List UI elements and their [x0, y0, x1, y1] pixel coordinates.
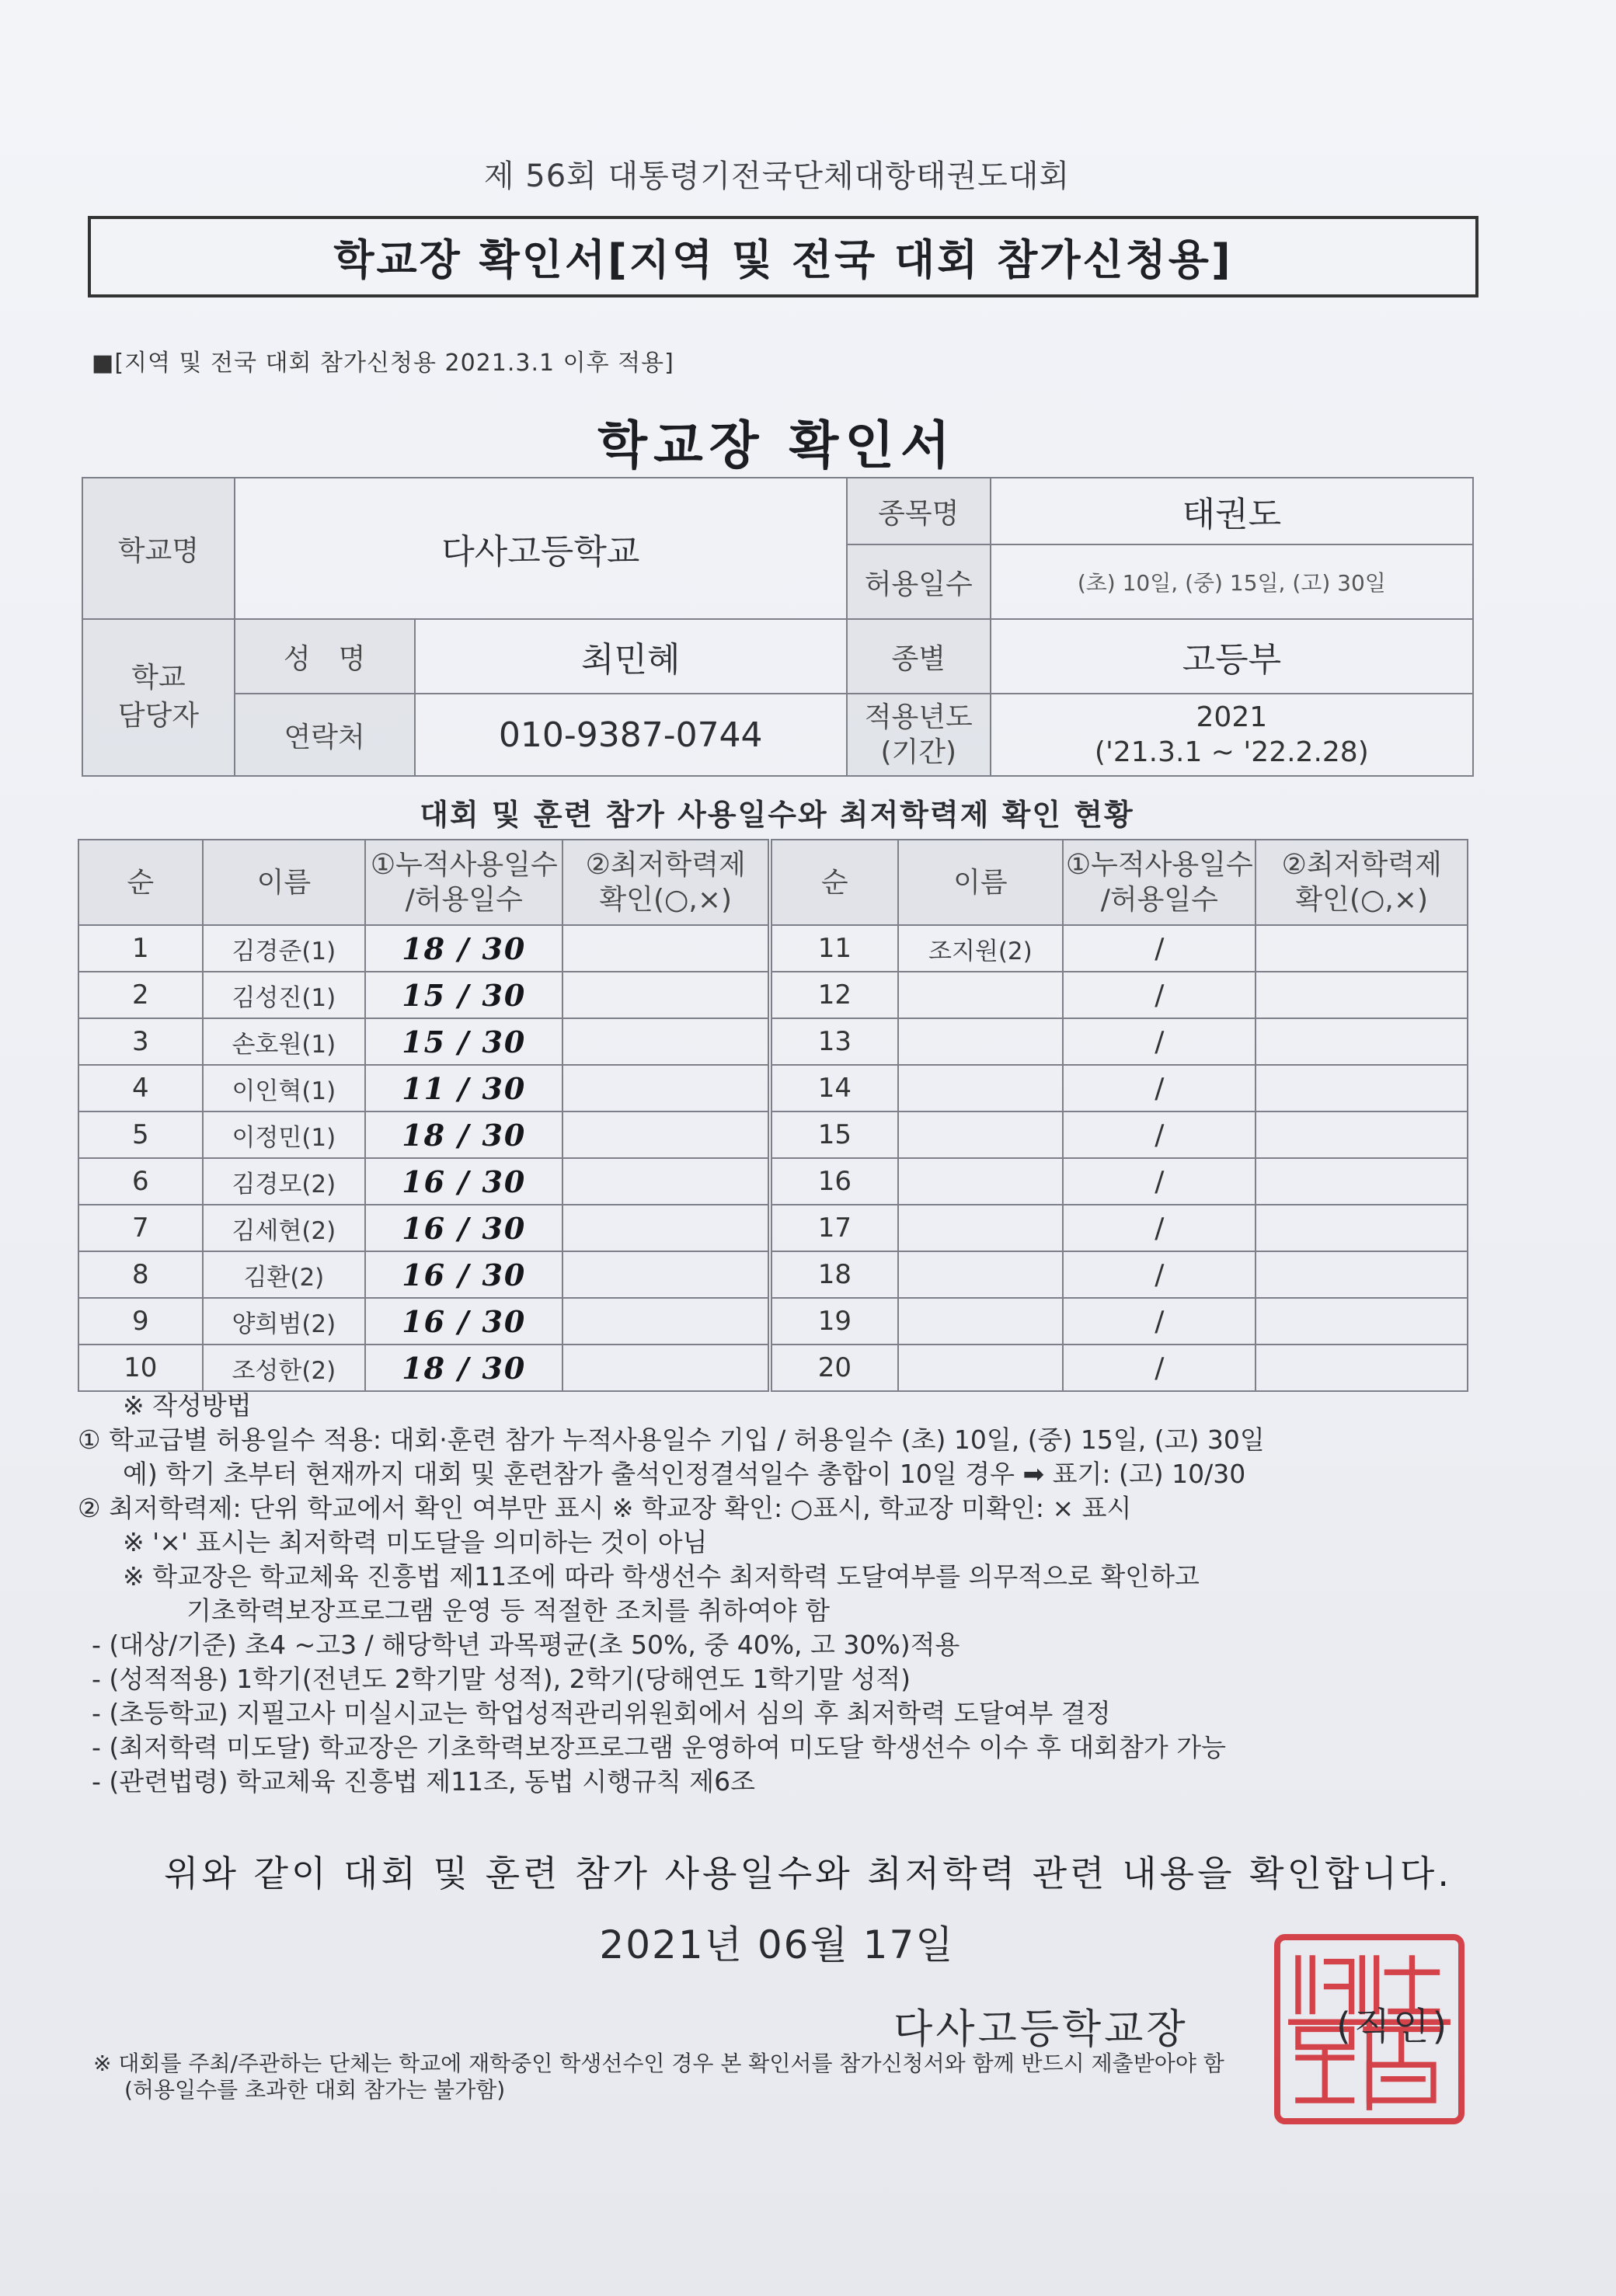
row-number: 16: [771, 1158, 898, 1205]
writing-instructions: [78, 1389, 1476, 1799]
roster-row: [771, 1298, 1468, 1345]
roster-row: [78, 972, 768, 1018]
detail-3: - (초등학교) 지필고사 미실시교는 학업성적관리위원회에서 심의 후 최저학력 도달여부 결정: [92, 1698, 1111, 1728]
days-used: 16 / 30: [365, 1251, 562, 1298]
roster-row: [771, 1345, 1468, 1391]
issue-date: 2021년 06월 17일: [599, 1922, 955, 1967]
row-number: 4: [78, 1065, 203, 1111]
athlete-name: 김경모(2): [203, 1158, 365, 1205]
days-used: /: [1063, 1345, 1256, 1391]
contact-name-label: 성 명: [235, 619, 415, 694]
academic-check: [1256, 1345, 1468, 1391]
roster-row: [78, 1345, 768, 1391]
row-number: 1: [78, 925, 203, 972]
athlete-name: 조성한(2): [203, 1345, 365, 1391]
row-number: 5: [78, 1111, 203, 1158]
roster-row: [771, 1251, 1468, 1298]
roster-row: [771, 1018, 1468, 1065]
header-days: ①누적사용일수 /허용일수: [365, 840, 562, 925]
roster-row: [771, 925, 1468, 972]
box-title: 학교장 확인서[지역 및 전국 대회 참가신청용]: [88, 216, 1478, 297]
allowed-days-value: (초) 10일, (중) 15일, (고) 30일: [991, 544, 1473, 619]
row-number: 11: [771, 925, 898, 972]
allowed-days-label: 허용일수: [847, 544, 991, 619]
academic-check: [562, 1345, 768, 1391]
academic-check: [1256, 1065, 1468, 1111]
row-number: 20: [771, 1345, 898, 1391]
roster-row: [78, 925, 768, 972]
document-title: 학교장 확인서: [597, 416, 956, 475]
academic-check: [1256, 1298, 1468, 1345]
roster-row: [78, 1205, 768, 1251]
header-name: 이름: [203, 840, 365, 925]
days-used: /: [1063, 972, 1256, 1018]
school-name-label: 학교명: [82, 478, 235, 619]
roster-row: [771, 972, 1468, 1018]
athlete-name: 이정민(1): [203, 1111, 365, 1158]
athlete-name: 김성진(1): [203, 972, 365, 1018]
academic-check: [562, 1018, 768, 1065]
roster-row: [771, 1158, 1468, 1205]
days-used: 18 / 30: [365, 1345, 562, 1391]
academic-check: [1256, 972, 1468, 1018]
principal-signature: 다사고등학교장: [893, 2006, 1189, 2053]
note-2c: 기초학력보장프로그램 운영 등 적절한 조치를 취하여야 함: [186, 1595, 831, 1626]
days-used: /: [1063, 1158, 1256, 1205]
row-number: 9: [78, 1298, 203, 1345]
division-label: 종별: [847, 619, 991, 694]
academic-check: [1256, 1111, 1468, 1158]
contact-phone-label: 연락처: [235, 694, 415, 776]
academic-check: [562, 1065, 768, 1111]
roster-table-left: [78, 839, 769, 1392]
note-2b: ※ 학교장은 학교체육 진흥법 제11조에 따라 학생선수 최저학력 도달여부를 의무적으로 확인하고: [123, 1561, 1200, 1592]
contact-group-label: 학교 담당자: [82, 619, 235, 776]
roster-row: [78, 1018, 768, 1065]
days-used: /: [1063, 1111, 1256, 1158]
academic-check: [1256, 1018, 1468, 1065]
header-no: 순: [78, 840, 203, 925]
contact-name-value: 최민혜: [415, 619, 847, 694]
roster-row: [78, 1298, 768, 1345]
athlete-name: 김환(2): [203, 1251, 365, 1298]
academic-check: [562, 1158, 768, 1205]
days-used: 16 / 30: [365, 1158, 562, 1205]
sport-value: 태권도: [991, 478, 1473, 544]
row-number: 3: [78, 1018, 203, 1065]
school-info-table: [82, 477, 1474, 777]
academic-check: [562, 1298, 768, 1345]
header-no: 순: [771, 840, 898, 925]
days-used: 11 / 30: [365, 1065, 562, 1111]
note-1: ① 학교급별 허용일수 적용: 대회·훈련 참가 누적사용일수 기입 / 허용일수 (초) 10일, (중) 15일, (고) 30일: [78, 1425, 1265, 1455]
athlete-name: [898, 1158, 1063, 1205]
academic-check: [1256, 925, 1468, 972]
athlete-name: [898, 1251, 1063, 1298]
days-used: /: [1063, 1205, 1256, 1251]
roster-row: [78, 1065, 768, 1111]
athlete-name: [898, 1111, 1063, 1158]
row-number: 7: [78, 1205, 203, 1251]
header-check: ②최저학력제 확인(○,×): [562, 840, 768, 925]
applicability-note: ■[지역 및 전국 대회 참가신청용 2021.3.1 이후 적용]: [92, 350, 674, 377]
footnote: [93, 2051, 1224, 2103]
detail-2: - (성적적용) 1학기(전년도 2학기말 성적), 2학기(당해연도 1학기말 성적): [92, 1664, 911, 1694]
academic-check: [562, 972, 768, 1018]
athlete-name: 양희범(2): [203, 1298, 365, 1345]
roster-row: [78, 1111, 768, 1158]
academic-check: [1256, 1158, 1468, 1205]
row-number: 6: [78, 1158, 203, 1205]
academic-check: [1256, 1205, 1468, 1251]
days-used: 16 / 30: [365, 1205, 562, 1251]
athlete-name: [898, 1298, 1063, 1345]
roster-row: [771, 1065, 1468, 1111]
note-2a: ※ '×' 표시는 최저학력 미도달을 의미하는 것이 아님: [123, 1527, 708, 1557]
detail-4: - (최저학력 미도달) 학교장은 기초학력보장프로그램 운영하여 미도달 학생선수 이수 후 대회참가 가능: [92, 1732, 1227, 1762]
days-used: /: [1063, 1018, 1256, 1065]
roster-row: [78, 1158, 768, 1205]
row-number: 10: [78, 1345, 203, 1391]
athlete-name: 조지원(2): [898, 925, 1063, 972]
roster-row: [78, 1251, 768, 1298]
footnote-line-1: ※ 대회를 주최/주관하는 단체는 학교에 재학중인 학생선수인 경우 본 확인서를 참가신청서와 함께 반드시 제출받아야 함: [93, 2051, 1224, 2076]
row-number: 17: [771, 1205, 898, 1251]
athlete-name: 이인혁(1): [203, 1065, 365, 1111]
academic-check: [562, 1251, 768, 1298]
detail-5: - (관련법령) 학교체육 진흥법 제11조, 동법 시행규칙 제6조: [92, 1766, 755, 1797]
roster-row: [771, 1111, 1468, 1158]
row-number: 15: [771, 1111, 898, 1158]
days-used: 15 / 30: [365, 972, 562, 1018]
notes-heading: ※ 작성방법: [123, 1390, 252, 1421]
detail-1: - (대상/기준) 초4 ~고3 / 해당학년 과목평균(초 50%, 중 40%, 고 30%)적용: [92, 1630, 960, 1660]
days-used: 18 / 30: [365, 925, 562, 972]
event-title: 제 56회 대통령기전국단체대항태권도대회: [483, 158, 1071, 194]
days-used: 16 / 30: [365, 1298, 562, 1345]
row-number: 2: [78, 972, 203, 1018]
roster-row: [771, 1205, 1468, 1251]
days-used: /: [1063, 1298, 1256, 1345]
days-used: /: [1063, 925, 1256, 972]
athlete-name: [898, 1065, 1063, 1111]
academic-check: [562, 1205, 768, 1251]
school-name-value: 다사고등학교: [235, 478, 847, 619]
athlete-name: 김세현(2): [203, 1205, 365, 1251]
confirmation-statement: 위와 같이 대회 및 훈련 참가 사용일수와 최저학력 관련 내용을 확인합니다.: [164, 1852, 1452, 1894]
athlete-name: [898, 1345, 1063, 1391]
division-value: 고등부: [991, 619, 1473, 694]
year-value: 2021 ('21.3.1 ~ '22.2.28): [991, 694, 1473, 776]
roster-table-right: [771, 839, 1468, 1392]
row-number: 8: [78, 1251, 203, 1298]
contact-phone-value: 010-9387-0744: [415, 694, 847, 776]
header-days: ①누적사용일수 /허용일수: [1063, 840, 1256, 925]
athlete-name: [898, 1205, 1063, 1251]
seal-placeholder-text: (직인): [1336, 2005, 1451, 2048]
days-used: 18 / 30: [365, 1111, 562, 1158]
academic-check: [562, 925, 768, 972]
academic-check: [1256, 1251, 1468, 1298]
footnote-line-2: (허용일수를 초과한 대회 참가는 불가함): [124, 2077, 506, 2103]
days-used: /: [1063, 1251, 1256, 1298]
note-1-example: 예) 학기 초부터 현재까지 대회 및 훈련참가 출석인정결석일수 총합이 10일 경우 ➡ 표기: (고) 10/30: [123, 1459, 1246, 1489]
year-label: 적용년도 (기간): [847, 694, 991, 776]
header-name: 이름: [898, 840, 1063, 925]
row-number: 19: [771, 1298, 898, 1345]
row-number: 18: [771, 1251, 898, 1298]
row-number: 12: [771, 972, 898, 1018]
days-used: /: [1063, 1065, 1256, 1111]
athlete-name: [898, 972, 1063, 1018]
sport-label: 종목명: [847, 478, 991, 544]
academic-check: [562, 1111, 768, 1158]
athlete-name: 손호원(1): [203, 1018, 365, 1065]
roster-subtitle: 대회 및 훈련 참가 사용일수와 최저학력제 확인 현황: [420, 798, 1134, 832]
athlete-name: [898, 1018, 1063, 1065]
row-number: 14: [771, 1065, 898, 1111]
days-used: 15 / 30: [365, 1018, 562, 1065]
note-2: ② 최저학력제: 단위 학교에서 확인 여부만 표시 ※ 학교장 확인: ○표시, 학교장 미확인: × 표시: [78, 1493, 1132, 1523]
athlete-name: 김경준(1): [203, 925, 365, 972]
header-check: ②최저학력제 확인(○,×): [1256, 840, 1468, 925]
row-number: 13: [771, 1018, 898, 1065]
